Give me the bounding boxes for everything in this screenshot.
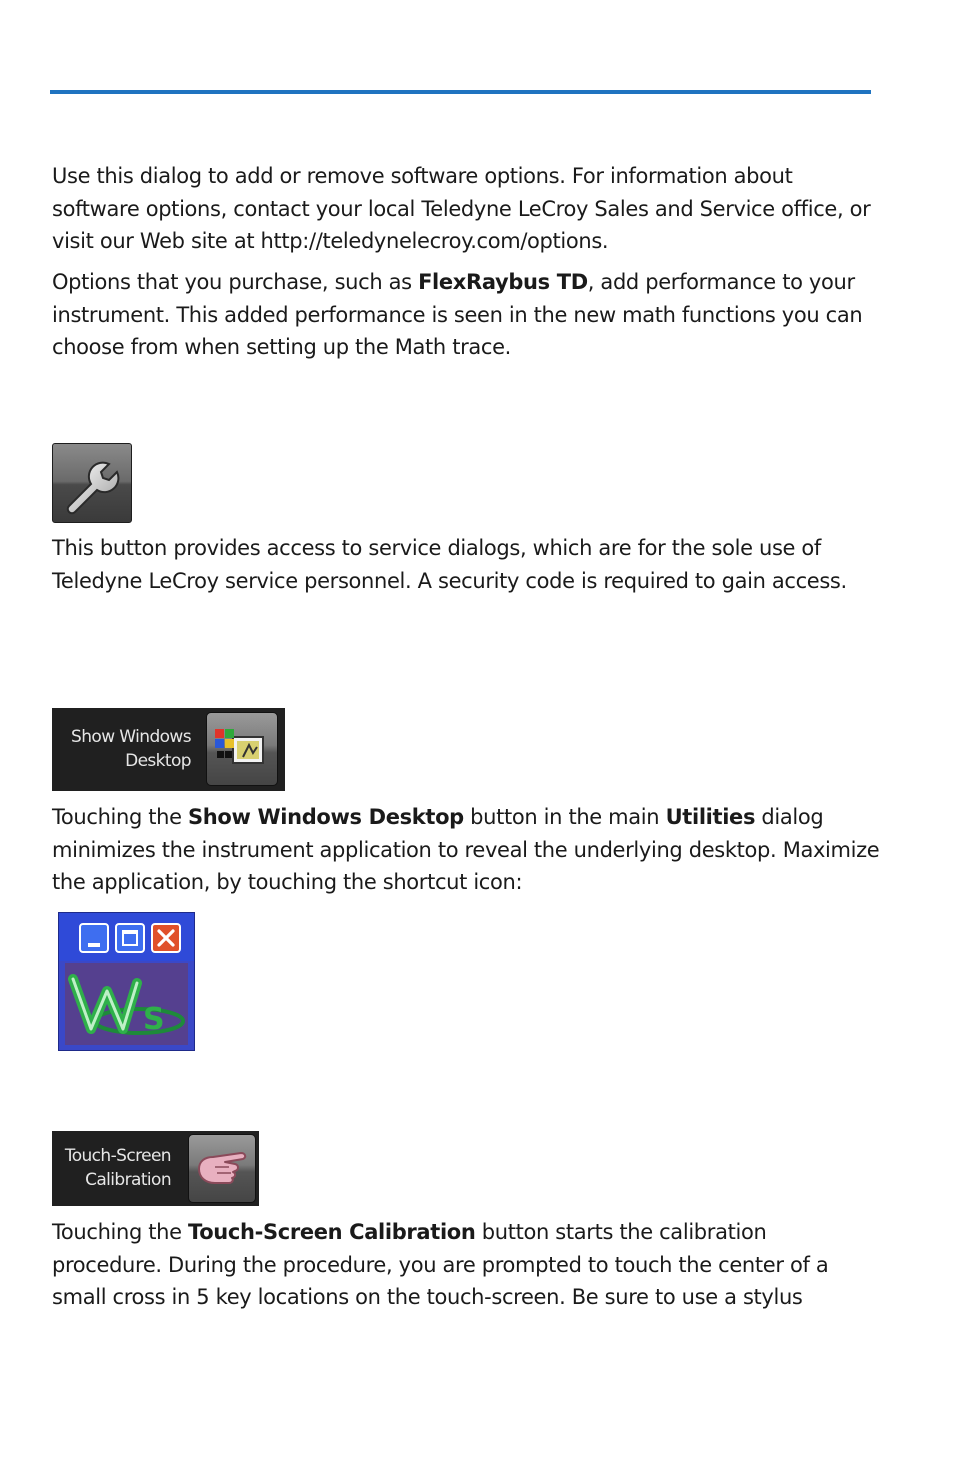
wrench-icon: [59, 450, 127, 518]
windows-desktop-icon: [213, 723, 273, 777]
maximize-icon: [115, 923, 145, 953]
waveform-logo-icon: [65, 963, 188, 1045]
waveform-panel: [65, 963, 188, 1045]
flexraybus-term: FlexRaybus TD: [418, 270, 588, 294]
options-paragraph-1: Use this dialog to add or remove software options. For information about software options, contact your local Teledyne LeCroy Sales and Service office, or visit our Web site at http://teledynelecroy.com/options.: [52, 164, 871, 253]
calibration-paragraph: Touching the Touch-Screen Calibration button starts the calibration procedure. During the procedure, you are prompted to touch the center of a small cross in 5 key locations on the touch-screen. Be sure to use a stylus: [52, 1220, 829, 1309]
minimize-icon: [79, 923, 109, 953]
service-paragraph: This button provides access to service dialogs, which are for the sole use of Teledyne LeCroy service personnel. A security code is required to gain access.: [52, 536, 847, 593]
show-windows-desktop-button[interactable]: [52, 708, 285, 791]
options-text-before: Options that you purchase, such as: [52, 270, 419, 294]
pointing-hand-icon: [195, 1145, 251, 1193]
close-icon: [151, 923, 181, 953]
service-button[interactable]: [52, 443, 132, 523]
touch-screen-calibration-button[interactable]: [52, 1131, 259, 1206]
options-paragraph-2: [52, 266, 882, 364]
show-windows-desktop-label: Show Windows Desktop: [71, 727, 191, 771]
waveform-shortcut-icon[interactable]: [58, 912, 195, 1051]
desktop-paragraph: Touching the Show Windows Desktop button in the main Utilities dialog minimizes the instrument application to reveal the underlying desktop. Maximize the application, by touching the shortcut icon:: [52, 805, 880, 894]
options-text-after: , add performance to your instrument. This added performance is seen in the new math functions you can choose from when setting up the Math trace.: [52, 270, 863, 359]
touch-screen-calibration-label: Touch-Screen Calibration: [64, 1146, 171, 1190]
header-rule: [50, 90, 871, 94]
svg-text:S: S: [143, 1002, 165, 1037]
